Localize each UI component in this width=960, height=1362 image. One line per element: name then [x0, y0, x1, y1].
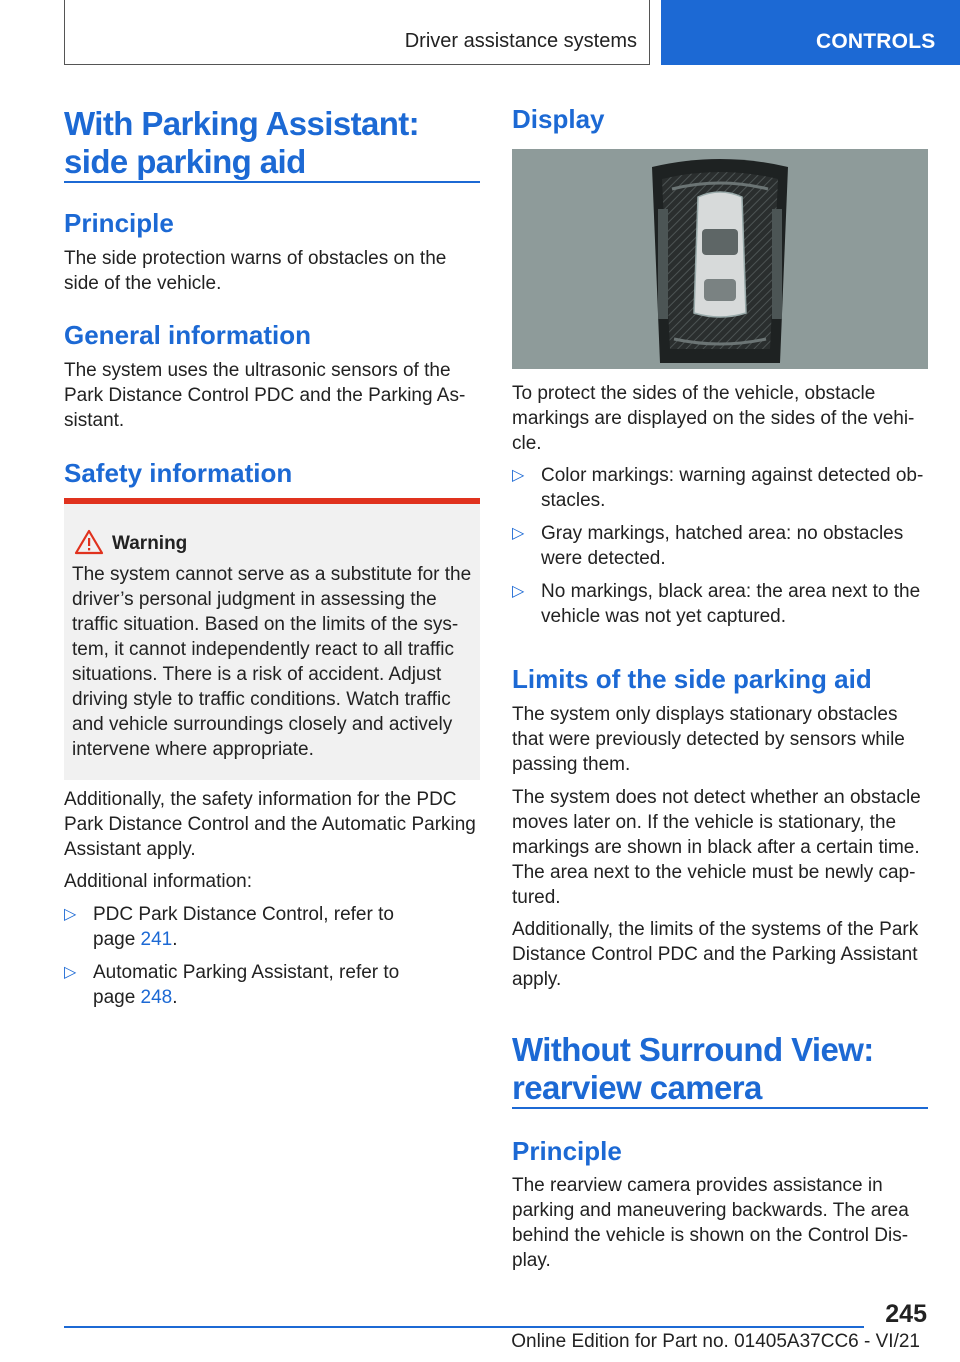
text-line: Assistant apply.: [64, 839, 196, 860]
warning-line: situations. There is a risk of accident. Adjust: [72, 664, 442, 685]
warning-line: intervene where appropriate.: [72, 739, 314, 760]
text-line: cle.: [512, 433, 542, 454]
text-fragment: .: [172, 929, 178, 950]
text-line: Park Distance Control PDC and the Parking As‐: [64, 385, 466, 406]
section-title-2: [512, 1031, 874, 1107]
text-line: behind the vehicle is shown on the Control Dis‐: [512, 1225, 909, 1246]
additional-info-label: Additional information:: [64, 871, 252, 892]
text-fragment: page: [93, 929, 141, 950]
warning-line: and vehicle surroundings closely and actively: [72, 714, 453, 735]
section-title-line: side parking aid: [64, 143, 306, 180]
limits-text-2: [512, 785, 928, 910]
warning-line: The system cannot serve as a substitute for the: [72, 564, 472, 585]
warning-line: tem, it cannot independently react to all traffic: [72, 639, 454, 660]
limits-text-1: [512, 702, 928, 777]
text-line: The system does not detect whether an obstacle: [512, 787, 921, 808]
principle-text-2: [512, 1173, 928, 1273]
warning-text: [72, 562, 476, 762]
warning-line: driver’s personal judgment in assessing the: [72, 589, 437, 610]
text-line: play.: [512, 1250, 551, 1271]
text-line: stacles.: [541, 490, 606, 511]
warning-box: [64, 498, 480, 780]
text-line: Automatic Parking Assistant, refer to: [93, 962, 400, 983]
side-parking-aid-display-image: [512, 149, 928, 369]
text-line: [93, 927, 480, 952]
text-line: side of the vehicle.: [64, 273, 222, 294]
text-line: markings are shown in black after a certain time.: [512, 837, 920, 858]
text-line: Additionally, the safety information for the PDC: [64, 789, 457, 810]
text-line: The area next to the vehicle must be newly cap‐: [512, 862, 916, 883]
bullet-triangle-icon: ▷: [64, 964, 77, 981]
limits-heading: Limits of the side parking aid: [512, 664, 872, 694]
text-line: [93, 985, 480, 1010]
page-header: [0, 0, 960, 66]
list-item: [512, 521, 928, 571]
text-line: Additionally, the limits of the systems of the Park: [512, 919, 919, 940]
text-line: vehicle was not yet captured.: [541, 606, 787, 627]
text-line: were detected.: [541, 548, 666, 569]
parking-display-illustration: [512, 149, 928, 369]
principle-heading-2: Principle: [512, 1136, 622, 1166]
list-item: [512, 579, 928, 629]
limits-text-3: [512, 917, 928, 992]
general-info-text: [64, 358, 480, 433]
text-line: that were previously detected by sensors while: [512, 729, 905, 750]
page-number: 245: [885, 1300, 927, 1328]
text-line: tured.: [512, 887, 561, 908]
display-heading: Display: [512, 104, 605, 134]
text-line: The rearview camera provides assistance in: [512, 1175, 883, 1196]
text-line: Distance Control PDC and the Parking Assistant: [512, 944, 918, 965]
text-line: parking and maneuvering backwards. The area: [512, 1200, 909, 1221]
page-link-241[interactable]: 241: [140, 929, 173, 950]
text-line: passing them.: [512, 754, 631, 775]
section-title-line: With Parking Assistant:: [64, 105, 420, 142]
text-line: Park Distance Control and the Automatic Parking: [64, 814, 476, 835]
text-line: sistant.: [64, 410, 125, 431]
title-rule: [512, 1107, 928, 1109]
warning-line: traffic situation. Based on the limits of the sys‐: [72, 614, 459, 635]
header-tab-controls[interactable]: CONTROLS: [661, 0, 960, 65]
text-line: markings are displayed on the sides of the vehi‐: [512, 408, 915, 429]
footer-edition: Online Edition for Part no. 01405A37CC6 - VI/21: [511, 1331, 920, 1352]
warning-line: driving style to traffic conditions. Watch traffic: [72, 689, 451, 710]
bullet-triangle-icon: ▷: [512, 467, 525, 484]
text-line: PDC Park Distance Control, refer to: [93, 904, 394, 925]
warning-triangle-icon: [74, 529, 104, 555]
title-rule: [64, 181, 480, 183]
text-line: Color markings: warning against detected ob‐: [541, 465, 924, 486]
text-line: The system uses the ultrasonic sensors of the: [64, 360, 451, 381]
section-title-line: Without Surround View:: [512, 1031, 874, 1068]
text-fragment: page: [93, 987, 141, 1008]
text-line: To protect the sides of the vehicle, obstacle: [512, 383, 876, 404]
warning-title: Warning: [112, 533, 188, 554]
bullet-triangle-icon: ▷: [512, 525, 525, 542]
list-item: [512, 463, 928, 513]
text-line: The side protection warns of obstacles on the: [64, 248, 447, 269]
text-fragment: .: [172, 987, 178, 1008]
text-line: The system only displays stationary obstacles: [512, 704, 898, 725]
safety-info-heading: Safety information: [64, 458, 293, 488]
list-item: [64, 960, 480, 1010]
section-title: [64, 105, 419, 181]
text-line: Gray markings, hatched area: no obstacles: [541, 523, 904, 544]
bullet-triangle-icon: ▷: [64, 906, 77, 923]
text-line: moves later on. If the vehicle is stationary, the: [512, 812, 897, 833]
bullet-triangle-icon: ▷: [512, 583, 525, 600]
display-text: [512, 381, 928, 456]
section-title-line: rearview camera: [512, 1069, 762, 1106]
text-line: apply.: [512, 969, 562, 990]
footer-rule: [64, 1326, 864, 1328]
header-section-title: Driver assistance systems: [404, 30, 637, 52]
general-info-heading: General information: [64, 320, 312, 350]
additional-safety-text: [64, 787, 480, 862]
text-line: No markings, black area: the area next to the: [541, 581, 921, 602]
list-item: [64, 902, 480, 952]
principle-text: [64, 246, 480, 296]
principle-heading: Principle: [64, 208, 174, 238]
page-link-248[interactable]: 248: [140, 987, 173, 1008]
